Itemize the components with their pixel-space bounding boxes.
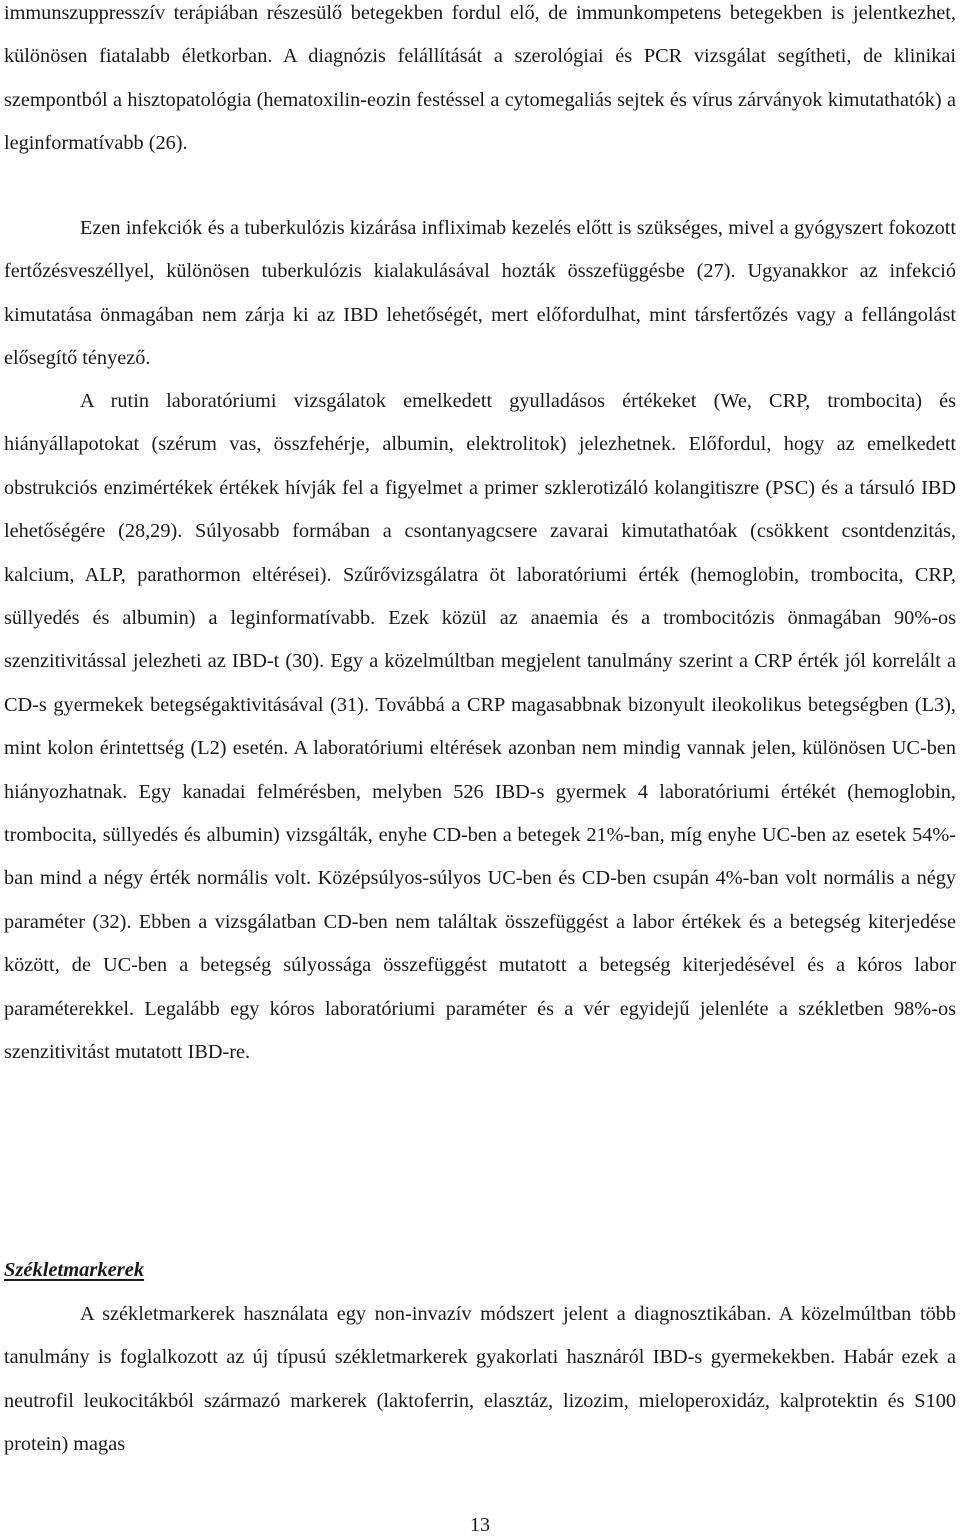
section-heading: Székletmarkerek <box>4 1259 145 1281</box>
body-paragraph-2: Ezen infekciók és a tuberkulózis kizárása infliximab kezelés előtt is szükséges, mivel a gyógyszert fokozott fertőzésveszéllyel, különösen tuberkulózis kialakulásával hozták összefüggésbe (27). Ugyanakkor az infekció kimutatása önmagában nem zárja ki az IBD lehetőségét, mert előfordulhat, mint társfertőzés vagy a fellángolást elősegítő tényező. <box>4 217 956 370</box>
page-number: 13 <box>470 1514 490 1536</box>
body-paragraph-1: immunszuppresszív terápiában részesülő betegekben fordul elő, de immunkompetens betegekben is jelentkezhet, különösen fiatalabb életkorban. A diagnózis felállítását a szerológiai és PCR vizsgálat segítheti, de klinikai szempontból a hisztopatológia (hematoxilin-eozin festéssel a cytomegaliás sejtek és vírus zárványok kimutathatók) a leginformatívabb (26). <box>4 2 956 155</box>
body-paragraph-3: A rutin laboratóriumi vizsgálatok emelkedett gyulladásos értékeket (We, CRP, trombocita) és hiányállapotokat (szérum vas, összfehérje, albumin, elektrolitok) jelezhetnek. Előfordul, hogy az emelkedett obstrukciós enzimértékek értékek hívják fel a figyelmet a primer szklerotizáló kolangitiszre (PSC) és a társuló IBD lehetőségére (28,29). Súlyosabb formában a csontanyagcsere zavarai kimutathatóak (csökkent csontdenzitás, kalcium, ALP, parathormon eltérései). Szűrővizsgálatra öt laboratóriumi érték (hemoglobin, trombocita, CRP, süllyedés és albumin) a leginformatívabb. Ezek közül az anaemia és a trombocitózis önmagában 90%-os szenzitivitással jelezheti az IBD-t (30). Egy a közelmúltban megjelent tanulmány szerint a CRP érték jól korrelált a CD-s gyermekek betegségaktivitásával (31). Továbbá a CRP magasabbnak bizonyult ileokolikus betegségben (L3), mint kolon érintettség (L2) esetén. A laboratóriumi eltérések azonban nem mindig vannak jelen, különösen UC-ben hiányozhatnak. Egy kanadai felmérésben, melyben 526 IBD-s gyermek 4 laboratóriumi értékét (hemoglobin, trombocita, süllyedés és albumin) vizsgálták, enyhe CD-ben a betegek 21%-ban, míg enyhe UC-ben az esetek 54%-ban mind a négy érték normális volt. Középsúlyos-súlyos UC-ben és CD-ben csupán 4%-ban volt normális a négy paraméter (32). Ebben a vizsgálatban CD-ben nem találtak összefüggést a labor értékek és a betegség kiterjedése között, de UC-ben a betegség súlyossága összefüggést mutatott a betegség kiterjedésével és a kóros labor paraméterekkel. Legalább egy kóros laboratóriumi paraméter és a vér egyidejű jelenléte a székletben 98%-os szenzitivitást mutatott IBD-re. <box>4 390 956 1064</box>
section-paragraph: A székletmarkerek használata egy non-invazív módszert jelent a diagnosztikában. A közelmúltban több tanulmány is foglalkozott az új típusú székletmarkerek gyakorlati hasznáról IBD-s gyermekekben. Habár ezek a neutrofil leukocitákból származó markerek (laktoferrin, elasztáz, lizozim, mieloperoxidáz, kalprotektin és S100 protein) magas <box>4 1303 956 1456</box>
